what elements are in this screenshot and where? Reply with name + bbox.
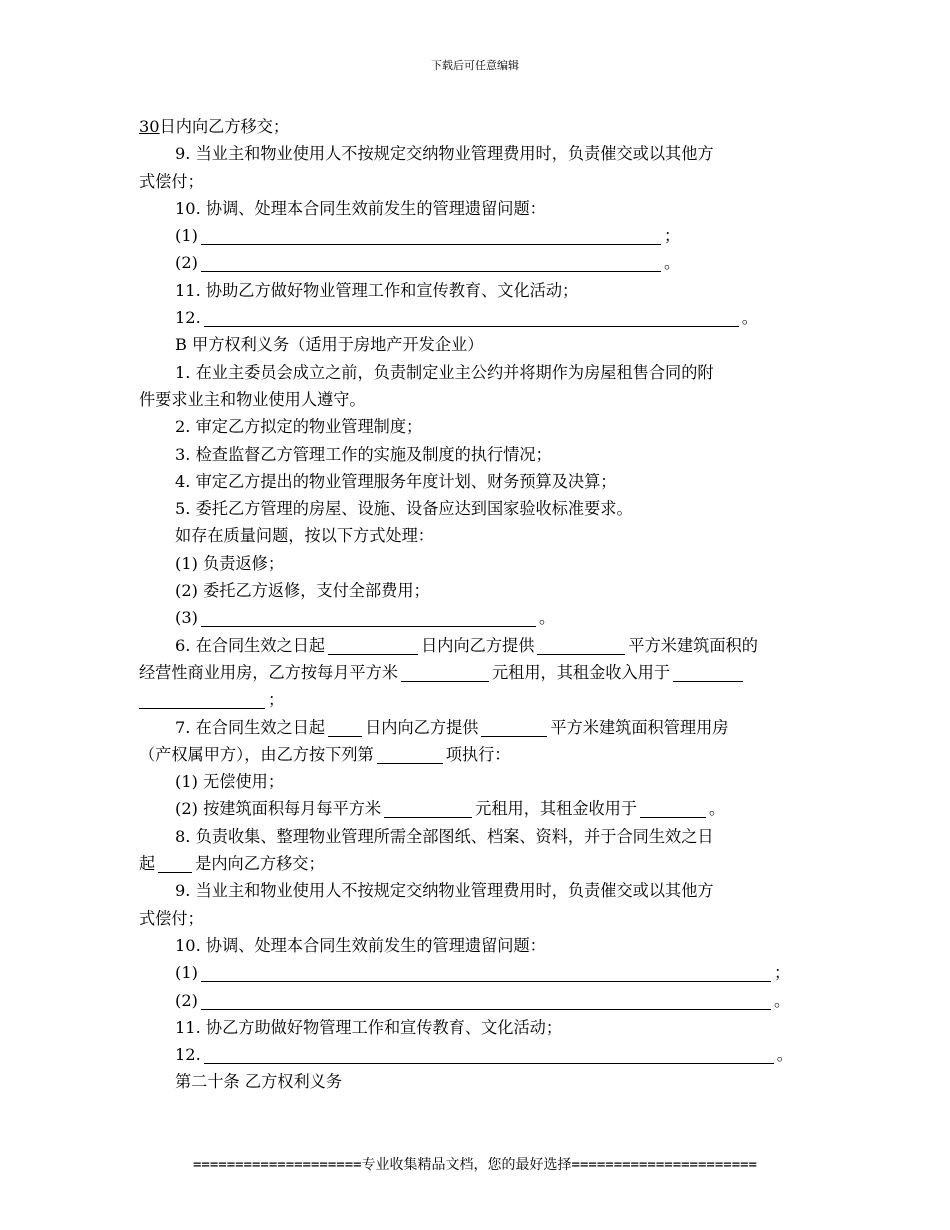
- text-line: 件要求业主和物业使用人遵守。: [139, 389, 366, 409]
- blank-field[interactable]: [640, 798, 706, 818]
- fill-line: [139, 959, 811, 986]
- blank-field[interactable]: [204, 307, 739, 327]
- line-text: （产权属甲方），由乙方按下列第: [139, 744, 374, 764]
- fill-line: [139, 249, 811, 276]
- clause-10: 10. 协调、处理本合同生效前发生的管理遗留问题：: [175, 198, 546, 218]
- fill-line: [139, 604, 811, 631]
- clause-3: 3. 检查监督乙方管理工作的实施及制度的执行情况；: [175, 444, 552, 464]
- clause-1: 1. 在业主委员会成立之前，负责制定业主公约并将期作为房屋租售合同的附: [175, 362, 714, 382]
- clause-9: 9. 当业主和物业使用人不按规定交纳物业管理费用时，负责催交或以其他方: [175, 144, 714, 164]
- punctuation: ；: [268, 690, 285, 710]
- list-item: (2) 委托乙方返修，支付全部费用；: [175, 581, 430, 601]
- line-text: 日内向乙方提供: [421, 635, 535, 655]
- clause-10: 10. 协调、处理本合同生效前发生的管理遗留问题：: [175, 935, 546, 955]
- blank-field[interactable]: [328, 635, 418, 655]
- text-line: [139, 686, 811, 713]
- blank-filled-value: 30: [139, 117, 160, 136]
- blank-field[interactable]: [158, 853, 192, 873]
- clause-5: 5. 委托乙方管理的房屋、设施、设备应达到国家验收标准要求。: [175, 499, 633, 519]
- line-text: 平方米建筑面积管理用房: [550, 717, 729, 737]
- blank-field[interactable]: [401, 662, 489, 682]
- punctuation: ；: [773, 963, 791, 983]
- blank-field[interactable]: [201, 607, 536, 627]
- clause-4: 4. 审定乙方提出的物业管理服务年度计划、财务预算及决算；: [175, 471, 617, 491]
- text-line: [139, 659, 811, 686]
- clause-11: 11. 协乙方助做好物管理工作和宣传教育、文化活动；: [175, 1017, 563, 1037]
- fill-line: [139, 1041, 811, 1068]
- page-header: 下载后可任意编辑: [431, 59, 519, 72]
- line-text: 项执行：: [445, 744, 511, 764]
- blank-field[interactable]: [201, 990, 771, 1010]
- text-line: [139, 850, 811, 877]
- blank-field[interactable]: [139, 689, 265, 709]
- line-text: 6. 在合同生效之日起: [175, 635, 326, 655]
- blank-field[interactable]: [537, 635, 625, 655]
- clause-9: 9. 当业主和物业使用人不按规定交纳物业管理费用时，负责催交或以其他方: [175, 881, 714, 901]
- text-line: 如存在质量问题，按以下方式处理：: [175, 526, 434, 546]
- item-label: (2): [175, 253, 198, 273]
- fill-line: [139, 795, 811, 822]
- punctuation: 。: [741, 308, 758, 328]
- fill-line: [139, 987, 811, 1014]
- blank-field[interactable]: [201, 225, 661, 245]
- article-heading: 第二十条 乙方权利义务: [175, 1072, 343, 1092]
- blank-field[interactable]: [481, 717, 547, 737]
- clause-8: 8. 负责收集、整理物业管理所需全部图纸、档案、资料，并于合同生效之日: [175, 826, 714, 846]
- page-footer: ====================专业收集精品文档，您的最好选择======================: [192, 1157, 757, 1173]
- line-text: (2) 按建筑面积每月每平方米: [175, 799, 382, 819]
- punctuation: 。: [773, 990, 791, 1010]
- item-label: (3): [175, 608, 198, 628]
- item-label: (1): [175, 226, 198, 246]
- clause-2: 2. 审定乙方拟定的物业管理制度；: [175, 417, 423, 437]
- line-text: 经营性商业用房，乙方按每月平方米: [139, 662, 398, 682]
- line-text: 日内向乙方提供: [365, 717, 479, 737]
- line-text: 是内向乙方移交；: [195, 854, 325, 874]
- blank-field[interactable]: [328, 717, 362, 737]
- line-text: 7. 在合同生效之日起: [175, 717, 326, 737]
- clause-11: 11. 协助乙方做好物业管理工作和宣传教育、文化活动；: [175, 280, 579, 300]
- text-line: 式偿付；: [139, 908, 204, 928]
- item-label: (1): [175, 963, 198, 983]
- blank-field[interactable]: [384, 798, 472, 818]
- line-text: 元租用，其租金收用于: [475, 799, 638, 819]
- item-label: 12.: [175, 308, 201, 328]
- line-text: 平方米建筑面积的: [628, 635, 758, 655]
- list-item: (1) 无偿使用；: [175, 772, 285, 792]
- punctuation: 。: [663, 253, 681, 273]
- punctuation: 。: [776, 1045, 793, 1065]
- fill-line: [139, 222, 811, 249]
- line-text: 起: [139, 854, 156, 874]
- punctuation: ；: [663, 226, 681, 246]
- fill-line: [139, 304, 811, 331]
- blank-field[interactable]: [377, 744, 443, 764]
- line-text: 日内向乙方移交；: [159, 117, 290, 136]
- section-heading: B 甲方权利义务（适用于房地产开发企业）: [175, 335, 484, 355]
- blank-field[interactable]: [673, 662, 743, 682]
- blank-field[interactable]: [201, 962, 771, 982]
- punctuation: 。: [538, 608, 556, 628]
- document-body: [139, 113, 811, 1096]
- blank-field[interactable]: [201, 252, 661, 272]
- line-text: 元租用，其租金收入用于: [492, 662, 671, 682]
- item-label: (2): [175, 990, 198, 1010]
- item-label: 12.: [175, 1045, 201, 1065]
- blank-field[interactable]: [204, 1044, 774, 1064]
- list-item: (1) 负责返修；: [175, 553, 285, 573]
- clause-6: [139, 632, 811, 659]
- text-line: 式偿付；: [139, 171, 204, 191]
- text-line: [139, 741, 811, 768]
- punctuation: 。: [709, 799, 726, 819]
- text-line: [139, 113, 811, 140]
- clause-7: [139, 714, 811, 741]
